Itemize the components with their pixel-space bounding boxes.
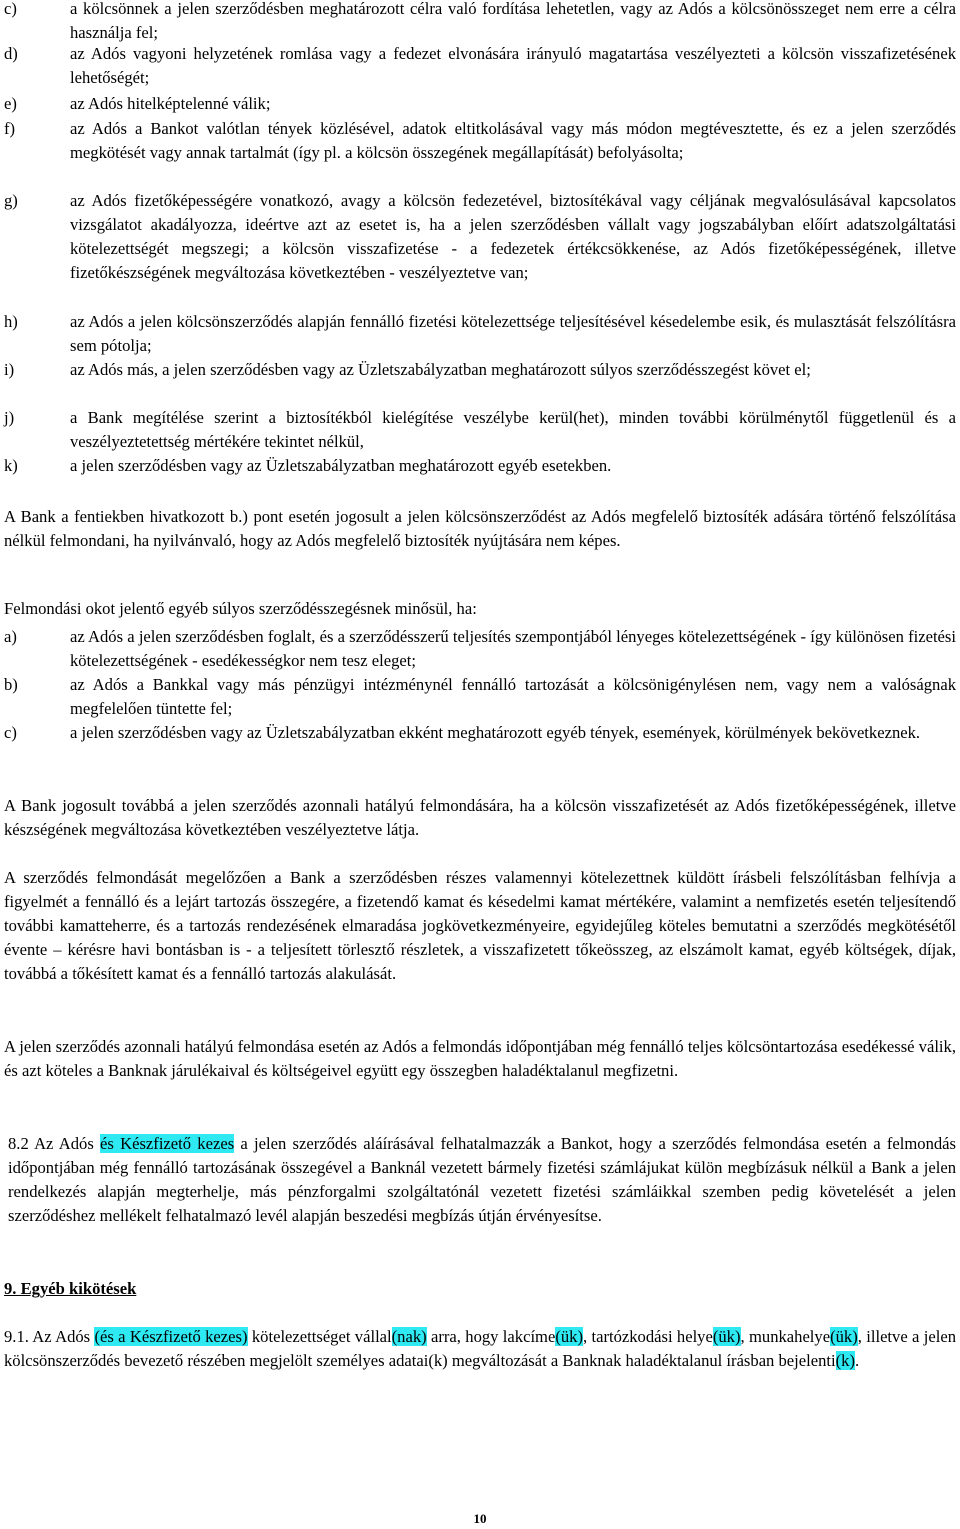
list-marker: c) [4, 0, 17, 18]
list-text: az Adós más, a jelen szerződésben vagy az Üzletszabályzatban meghatározott súlyos szerződésszegést követ el; [70, 360, 811, 379]
section-8-2-text-post: a jelen szerződés aláírásával felhatalmazzák a Bankot, hogy a szerződés felmondása esetén a felmondás időpontjában még fennálló tartozásának összegével a Banknál vezetett bármely fizetési számlájukat külön megbízásuk nélkül a Bank a jelen rendelkezés alapján megterhelje, más pénzforgalmi szolgáltatónál vezetett fizetési számláikkal szemben pedig követelését a jelen szerződéshez mellékelt felhatalmazó levél alapján beszedési megbízás útján érvényesítse. [8, 1134, 957, 1226]
highlight-guarantor: (és a Készfizető kezes) [94, 1327, 248, 1346]
list-marker: h) [4, 312, 18, 331]
list-marker: g) [4, 191, 18, 210]
highlight-guarantor: és Készfizető kezes [100, 1134, 235, 1153]
list-item-k [4, 454, 956, 478]
list-marker: f) [4, 119, 16, 138]
paragraph-before-termination: A szerződés felmondását megelőzően a Bank a szerződésben részes valamennyi kötelezettnek küldött írásbeli felszólításban felhívja a figyelmét a fennálló és a lejárt tartozás összegére, a fizetendő kamat és késedelmi kamat mértékére, valamint a nemfizetés esetén teljesítendő további kamatteherre, és a tartozás rendezésének elmaradása jogkövetkezményeire, egyidejűleg köteles bemutatni a szerződés megkötésétől évente – kérésre havi bontásban is - a teljesített törlesztő részletek, a visszafizetett tőkeösszeg, az elszámolt kamat, egyéb költségek, díjak, továbbá a tőkésített kamat és a fennálló tartozás alakulását. [4, 868, 956, 984]
list-marker: d) [4, 44, 18, 63]
list-text: az Adós a Bankkal vagy más pénzügyi intézménynél fennálló tartozását a kölcsönigénylésen nem, vagy nem a valóságnak megfelelően tüntette fel; [70, 675, 956, 719]
list-text: a jelen szerződésben vagy az Üzletszabályzatban ekként meghatározott egyéb tények, események, körülmények bekövetkeznek. [70, 723, 921, 742]
list-item-c [4, 0, 956, 45]
list-item-f [4, 117, 956, 165]
list-text: az Adós a jelen kölcsönszerződés alapján fennálló fizetési kötelezettsége teljesítésével késedelembe esik, és mulasztását felszólításra sem pótolja; [70, 312, 956, 356]
section-9-heading: 9. Egyéb kikötések [4, 1279, 137, 1298]
list-item-e [4, 92, 956, 116]
list-marker: k) [4, 456, 18, 475]
list-text: a Bank megítélése szerint a biztosítékból kielégítése veszélybe kerül(het), minden további körülménytől függetlenül és a veszélyeztetettség mértékére tekintet nélkül, [70, 408, 956, 452]
list-marker: c) [4, 723, 17, 742]
list-item-c2 [4, 721, 956, 745]
list-item-j [4, 406, 956, 454]
paragraph-immediate-termination: A Bank jogosult továbbá a jelen szerződés azonnali hatályú felmondására, ha a kölcsön visszafizetését az Adós fizetőképességének, illetve készségének megváltozása következtében veszélyeztetve látja. [4, 796, 956, 840]
text-segment: , tartózkodási helye [582, 1327, 713, 1346]
highlight-suffix: (nak) [391, 1327, 427, 1346]
list-marker: a) [4, 627, 17, 646]
list-item-g [4, 189, 956, 285]
list-marker: i) [4, 360, 15, 379]
list-item-h [4, 310, 956, 358]
highlight-suffix: (k) [835, 1351, 855, 1371]
section-9-1 [4, 1325, 956, 1373]
list-item-i [4, 358, 956, 382]
paragraph-b-point: A Bank a fentiekben hivatkozott b.) pont esetén jogosult a jelen kölcsönszerződést az Adós megfelelő biztosíték adására történő felszólítása nélkül felmondani, ha nyilvánvaló, hogy az Adós megfelelő biztosíték nyújtására nem képes. [4, 507, 956, 551]
list-text: a jelen szerződésben vagy az Üzletszabályzatban meghatározott egyéb esetekben. [70, 456, 612, 475]
highlight-suffix: (ük) [712, 1327, 741, 1346]
section-8-2 [8, 1132, 956, 1228]
list-text: a kölcsönnek a jelen szerződésben meghatározott célra való fordítása lehetetlen, vagy az Adós a kölcsönösszeget nem erre a célra használja fel; [70, 0, 956, 43]
list-marker: b) [4, 675, 18, 694]
highlight-suffix: (ük) [555, 1327, 583, 1346]
list-marker: e) [4, 94, 17, 113]
text-segment: arra, hogy lakcíme [426, 1327, 556, 1346]
list-text: az Adós fizetőképességére vonatkozó, avagy a kölcsön fedezetével, biztosítékával vagy céljának megvalósulásával kapcsolatos vizsgálatot akadályozza, ideértve azt az esetet is, ha a jelen szerződésben vállalt vagy jogszabályban előírt adatszolgáltatási kötelezettségét megszegi; a kölcsön visszafizetése - a fedezetek értékcsökkenése, az Adós fizetőképességének, illetve fizetőkészségének megváltozása következtében - veszélyeztetve van; [70, 191, 956, 283]
paragraph-due-debt: A jelen szerződés azonnali hatályú felmondása esetén az Adós a felmondás időpontjában még fennálló teljes kölcsöntartozása esedékessé válik, és azt köteles a Banknak járulékaival és költségeivel együtt egy összegben haladéktalanul megfizetni. [4, 1037, 956, 1081]
list-item-a [4, 625, 956, 673]
text-segment: kötelezettséget vállal [247, 1327, 392, 1346]
text-segment: . [855, 1351, 860, 1371]
text-segment: 9.1. Az Adós [4, 1327, 95, 1346]
paragraph-other-breaches-intro: Felmondási okot jelentő egyéb súlyos szerződésszegésnek minősül, ha: [4, 599, 477, 618]
list-text: az Adós a Bankot valótlan tények közlésével, adatok eltitkolásával vagy más módon megtévesztette, és ez a jelen szerződés megkötését vagy annak tartalmát (így pl. a kölcsön összegének megállapítását) befolyásolta; [70, 119, 956, 163]
highlight-suffix: (ük) [830, 1327, 858, 1346]
page-number: 10 [473, 1511, 487, 1526]
list-marker: j) [4, 408, 15, 427]
list-text: az Adós vagyoni helyzetének romlása vagy a fedezet elvonására irányuló magatartása veszélyezteti a kölcsön visszafizetésének lehetőségét; [70, 44, 956, 88]
list-item-d [4, 42, 956, 90]
list-text: az Adós hitelképtelenné válik; [70, 94, 271, 113]
list-text: az Adós a jelen szerződésben foglalt, és a szerződésszerű teljesítés szempontjából lényeges kötelezettségének - így különösen fizetési kötelezettségének - esedékességkor nem tesz eleget; [70, 627, 956, 671]
list-item-b [4, 673, 956, 721]
text-segment: , illetve a jelen kölcsönszerződés bevezető részében megjelölt személyes adatai(k) megváltozását a Banknak haladéktalanul írásban bejelenti [4, 1327, 956, 1371]
text-segment: , munkahelye [740, 1327, 831, 1346]
section-8-2-text-pre: 8.2 Az Adós [8, 1134, 101, 1153]
